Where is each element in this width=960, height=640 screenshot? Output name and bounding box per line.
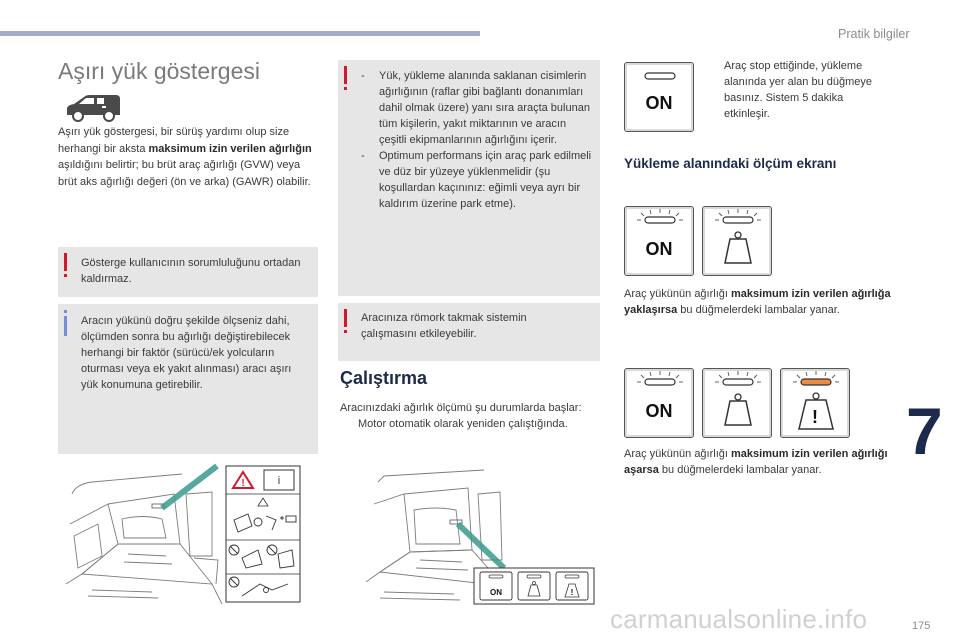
weight-icon	[703, 369, 773, 439]
warning-icon	[64, 253, 67, 271]
info-icon	[64, 316, 67, 336]
watermark: carmanualsonline.info	[610, 604, 868, 634]
section-heading-start: Çalıştırma	[340, 368, 428, 388]
chapter-number: 7	[906, 394, 943, 468]
on-button-lit: ON	[624, 206, 694, 276]
weight-button-lit	[702, 368, 772, 438]
warning-box-trailer: Aracınıza römork takmak sistemin çalışmasını etkileyebilir.	[338, 303, 600, 361]
load-conditions-list	[361, 68, 595, 212]
list-item: - Yük, yükleme alanında saklanan cisimlerin ağırlığının (raflar gibi bağlantı donanımları dahil olmak üzere) yanı sıra araçta bulunan tüm kişilerin, yakıt miktarının ve aracın çeşitli ekipmanlarının ağırlığını içerir.	[361, 70, 590, 146]
overload-warning-icon	[781, 369, 851, 439]
intro-paragraph: Aşırı yük göstergesi, bir sürüş yardımı olup size herhangi bir aksta maksimum izin verilen ağırlığın aşıldığını belirtir; bu brüt araç ağırlığı (GVW) veya brüt aks ağırlığı değeri (ön ve arka) (GAWR) olabilir.	[58, 126, 312, 188]
warning-box-load-details	[338, 60, 600, 296]
weight-button-lit	[702, 206, 772, 276]
on-label: ON	[490, 588, 502, 597]
section-heading-display: Yükleme alanındaki ölçüm ekranı	[624, 156, 837, 171]
svg-text:i: i	[277, 475, 281, 487]
van-icon	[64, 93, 122, 123]
list-item: Motor otomatik olarak yeniden çalıştığında.	[358, 418, 568, 430]
list-item: Araç stop ettiğinde, yükleme alanında yer alan bu düğmeye basınız. Sistem 5 dakika etkinleşir.	[724, 60, 872, 120]
exceed-paragraph: Araç yükünün ağırlığı maksimum izin verilen ağırlığı aşarsa bu düğmelerdeki lambalar yanar.	[624, 448, 888, 476]
start-paragraph: Aracınızdaki ağırlık ölçümü şu durumlarda başlar: Motor otomatik olarak yeniden çalıştığında.	[340, 400, 600, 432]
overload-warning-button-lit: !	[780, 368, 850, 438]
stop-instruction	[706, 58, 892, 122]
cargo-area-label-illustration	[62, 464, 310, 606]
warning-glyph: !	[570, 588, 574, 597]
on-button-illustration: ON	[624, 62, 694, 132]
approach-paragraph: Araç yükünün ağırlığı maksimum izin verilen ağırlığa yaklaşırsa bu düğmelerdeki lambalar yanar.	[624, 288, 891, 316]
warning-icon	[344, 66, 347, 84]
page-title: Aşırı yük göstergesi	[58, 58, 260, 84]
cargo-area-buttons-illustration	[344, 464, 596, 606]
weight-icon	[703, 207, 773, 277]
header-bar	[0, 31, 480, 36]
warning-icon	[344, 309, 347, 327]
info-box-load: Aracın yükünü doğru şekilde ölçseniz dahi, ölçümden sonra bu ağırlığı değiştirebilecek herhangi bir faktör (sürücü/ek yolcuların oturması veya ek yakıt alınması) aracı aşırı yük konumuna getirebilir.	[58, 304, 318, 454]
list-item: - Optimum performans için araç park edilmeli ve düz bir yüzeye yüklenmelidir (şu koşullardan kaçınınız: eğimli veya ayrı bir kaldırım üzerine park etme).	[361, 150, 592, 210]
page-number: 175	[912, 620, 931, 632]
on-button-lit: ON	[624, 368, 694, 438]
svg-text:!: !	[241, 478, 245, 489]
section-title: Pratik bilgiler	[838, 27, 910, 41]
warning-box-responsibility: Gösterge kullanıcının sorumluluğunu ortadan kaldırmaz.	[58, 247, 318, 297]
